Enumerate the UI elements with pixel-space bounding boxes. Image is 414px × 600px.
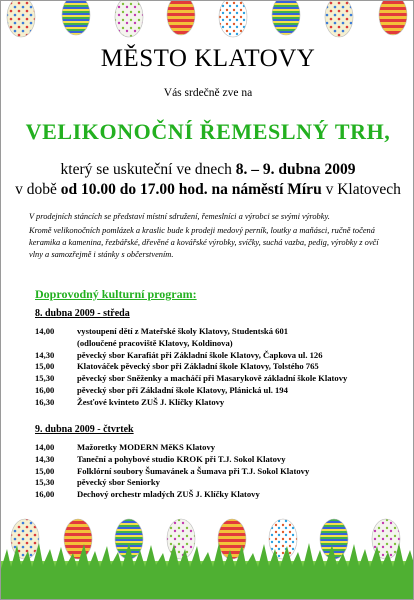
time-suffix: v Klatovech	[321, 181, 401, 198]
program-time: 15,30	[35, 373, 55, 384]
program-time: 16,00	[35, 384, 55, 395]
date-range: 8. – 9. dubna 2009	[235, 161, 356, 178]
time-prefix: v době	[15, 181, 61, 198]
description-products: Kromě velikonočních pomlázek a kraslic bude k prodeji medový perník, loutky a maňásci, ručně točená keramika a kamenina, řezbářské, dřevěné a kovářské výrobky, svíčky, suchá vazba, pedig, výrobky z ovčí vlny a samozřejmě i stánky s občerstvením.	[29, 226, 379, 260]
program-text: vystoupení dětí z Mateřské školy Klatovy, Studentská 601	[77, 326, 289, 336]
program-row	[35, 385, 405, 397]
program-text: Taneční a pohybové studio KROK při T.J. Sokol Klatovy	[77, 453, 286, 464]
program-text: Žesťové kvinteto ZUŠ J. Klíčky Klatovy	[77, 396, 225, 407]
program-time: 14,00	[35, 442, 55, 452]
program-time: 14,00	[35, 326, 55, 336]
easter-eggs-bottom-border	[1, 509, 414, 599]
easter-egg-icon	[379, 1, 407, 35]
easter-egg-icon	[167, 519, 195, 559]
invitation-text: Vás srdečně zve na	[163, 87, 253, 99]
program-text: Klatováček pěvecký sbor při Základní škole Klatovy, Tolstého 765	[77, 361, 319, 372]
easter-egg-icon	[325, 1, 353, 37]
program-time: 16,30	[35, 396, 55, 407]
program-text: pěvecký sbor Karafiát při Základní škole Klatovy, Čapkova ul. 126	[77, 349, 323, 360]
event-time-place	[1, 181, 414, 199]
program-text: pěvecký sbor při Základní škole Klatovy, Plánická ul. 194	[77, 384, 288, 395]
program-row	[35, 454, 405, 466]
easter-egg-icon	[272, 1, 300, 35]
program-row	[35, 489, 405, 501]
easter-eggs-top-border	[1, 1, 414, 45]
program-time	[35, 338, 77, 350]
program-row	[35, 397, 405, 409]
easter-egg-icon	[219, 1, 247, 37]
day1-program-list	[35, 326, 405, 409]
program-row	[35, 477, 405, 489]
program-text: pěvecký sbor Sněženky a macháčí při Masarykově základní škole Klatovy	[77, 373, 348, 384]
date-prefix: který se uskuteční ve dnech	[60, 161, 236, 178]
program-text: Folklórní soubory Šumavánek a Šumava při T.J. Sokol Klatovy	[77, 465, 310, 476]
program-time: 14,30	[35, 453, 55, 464]
day2-program-list	[35, 442, 405, 501]
program-text: pěvecký sbor Seniorky	[77, 477, 160, 488]
easter-egg-icon	[62, 1, 90, 35]
program-row	[35, 338, 405, 350]
easter-egg-icon	[115, 1, 143, 37]
program-time: 15,00	[35, 465, 55, 476]
program-text: Mažoretky MODERN MěKS Klatovy	[77, 442, 216, 452]
easter-egg-icon	[167, 1, 195, 35]
program-row	[35, 326, 405, 338]
time-range-place: od 10.00 do 17.00 hod. na náměstí Míru	[60, 181, 322, 198]
program-row	[35, 350, 405, 362]
program-row	[35, 466, 405, 478]
program-time: 16,00	[35, 489, 55, 500]
grass-icon	[1, 543, 414, 599]
easter-egg-row	[11, 519, 400, 559]
program-text: Dechový orchestr mladých ZUŠ J. Klíčky Klatovy	[77, 489, 260, 500]
page-title: MĚSTO KLATOVY	[100, 45, 316, 72]
easter-egg-icon	[7, 1, 35, 37]
event-dates	[1, 161, 414, 179]
program-time: 14,30	[35, 349, 55, 360]
program-row	[35, 361, 405, 373]
event-name: VELIKONOČNÍ ŘEMESLNÝ TRH,	[25, 119, 391, 144]
day2-heading: 9. dubna 2009 - čtvrtek	[35, 424, 134, 435]
program-row	[35, 442, 405, 454]
program-time: 15,00	[35, 361, 55, 372]
program-time: 15,30	[35, 477, 55, 488]
description-stalls: V prodejních stáncích se představí místní sdružení, řemeslníci a výrobci se svými výrobky.	[29, 212, 330, 221]
program-text: (odloučené pracoviště Klatovy, Koldinova)	[77, 337, 233, 348]
program-heading: Doprovodný kulturní program:	[35, 287, 197, 301]
easter-egg-icon	[269, 519, 297, 559]
day1-heading: 8. dubna 2009 - středa	[35, 308, 130, 319]
easter-egg-icon	[64, 519, 92, 559]
program-row	[35, 373, 405, 385]
